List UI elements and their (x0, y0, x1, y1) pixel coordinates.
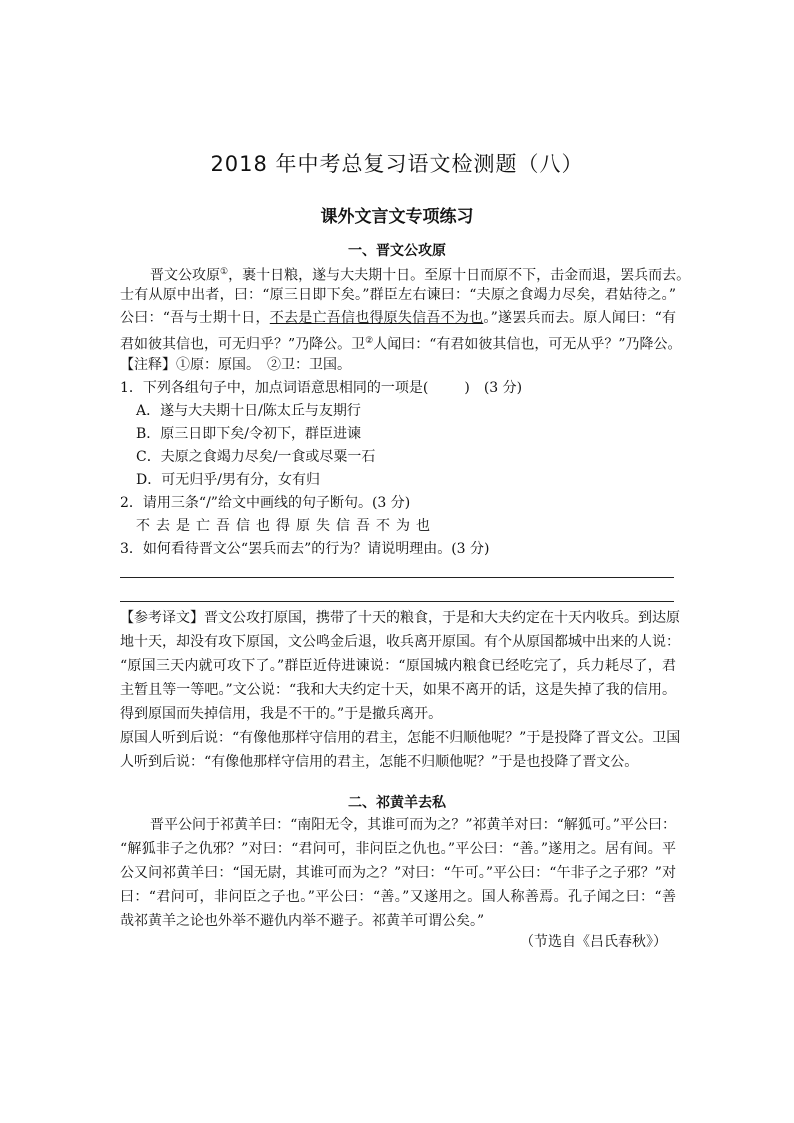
option-d: D．可无归乎/男有分，女有归 (136, 472, 320, 488)
question-2: 2．请用三条“/”给文中画线的句子断句。(3 分) (120, 495, 411, 511)
footnote-marker: ① (220, 267, 229, 277)
question-2-sentence: 不去是亡吾信也得原失信吾不为也 (136, 518, 436, 534)
footnote-marker: ② (365, 336, 374, 346)
translation-line-1: 【参考译文】晋文公攻打原国，携带了十天的粮食，于是和大夫约定在十天内收兵。到达原 (120, 610, 680, 626)
translation-line-5: 得到原国而失掉信用，我是不干的。”于是撤兵离开。 (120, 706, 443, 722)
option-a: A．遂与大夫期十日/陈太丘与友期行 (136, 403, 361, 419)
question-text: 1．下列各组句子中，加点词语意思相同的一项是( (120, 380, 429, 396)
passage-2-line-4: 曰：“君问可，非问臣之子也。”平公曰：“善。”又遂用之。国人称善焉。孔子闻之曰：“善 (120, 889, 676, 905)
passage-text: 晋文公攻原 (150, 267, 220, 284)
passage-text: ，裹十日粮，遂与大夫期十日。至原十日而原不下，击金而退，罢兵而去。 (228, 267, 691, 284)
option-b: B．原三日即下矣/令初下，群臣进谏 (136, 426, 362, 442)
translation-line-7: 人听到后说：“有像他那样守信用的君主，怎能不归顺他呢？”于是也投降了晋文公。 (120, 754, 639, 770)
passage-1-line-1 (150, 262, 691, 287)
source-citation: （节选自《吕氏春秋》） (520, 934, 667, 950)
passage-2-line-3: 公又问祁黄羊曰：“国无尉，其谁可而为之？”对曰：“午可。”平公曰：“午非子之子邪？”对 (120, 865, 676, 881)
page-title: 2018 年中考总复习语文检测题（八） (210, 152, 584, 176)
section-1-heading: 一、晋文公攻原 (348, 243, 446, 259)
passage-1-line-4 (120, 331, 682, 356)
passage-text: 人闻曰：“有君如彼其信也，可无从乎？”乃降公。 (373, 336, 682, 353)
page-subtitle: 课外文言文专项练习 (320, 207, 474, 227)
annotation-note: 【注释】①原：原国。 ②卫：卫国。 (120, 357, 351, 373)
passage-text: 公曰：“吾与士期十日， (120, 310, 270, 326)
passage-2-line-1: 晋平公问于祁黄羊曰：“南阳无令，其谁可而为之？”祁黄羊对曰：“解狐可。”平公曰： (150, 817, 676, 833)
translation-line-3: “原国三天内就可攻下了。”群臣近侍进谏说：“原国城内粮食已经吃完了，兵力耗尽了，君 (120, 658, 676, 674)
section-2-heading: 二、祁黄羊去私 (348, 795, 446, 811)
passage-2-line-2: “解狐非子之仇邪？”对曰：“君问可，非问臣之仇也。”平公曰：“善。”遂用之。居有间。平 (120, 841, 676, 857)
answer-line-1[interactable] (120, 577, 674, 578)
question-1 (120, 377, 522, 397)
question-text: ) (3 分) (464, 380, 523, 396)
passage-2-line-5: 哉祁黄羊之论也外举不避仇内举不避子。祁黄羊可谓公矣。” (120, 913, 485, 929)
option-c: C．夫原之食竭力尽矣/一食或尽粟一石 (136, 449, 376, 465)
translation-line-2: 地十天，却没有攻下原国，文公鸣金后退，收兵离开原国。有个从原国都城中出来的人说： (120, 634, 680, 650)
passage-text: 君如彼其信也，可无归乎？”乃降公。卫 (120, 336, 366, 353)
passage-1-line-2: 士有从原中出者，曰：“原三日即下矣。”群臣左右谏曰：“夫原之食竭力尽矣，君姑待之。” (120, 287, 676, 303)
question-3: 3．如何看待晋文公“罢兵而去”的行为？请说明理由。(3 分) (120, 541, 490, 557)
underlined-sentence: 不去是亡吾信也得原失信吾不为也 (269, 310, 484, 326)
passage-text: 。”遂罢兵而去。原人闻曰：“有 (483, 310, 676, 326)
translation-line-6: 原国人听到后说：“有像他那样守信用的君主，怎能不归顺他呢？”于是投降了晋文公。卫国 (120, 730, 681, 746)
passage-1-line-3 (120, 308, 676, 329)
translation-line-4: 主暂且等一等吧。”文公说：“我和大夫约定十天，如果不离开的话，这是失掉了我的信用。 (120, 682, 676, 698)
answer-line-2[interactable] (120, 601, 674, 602)
